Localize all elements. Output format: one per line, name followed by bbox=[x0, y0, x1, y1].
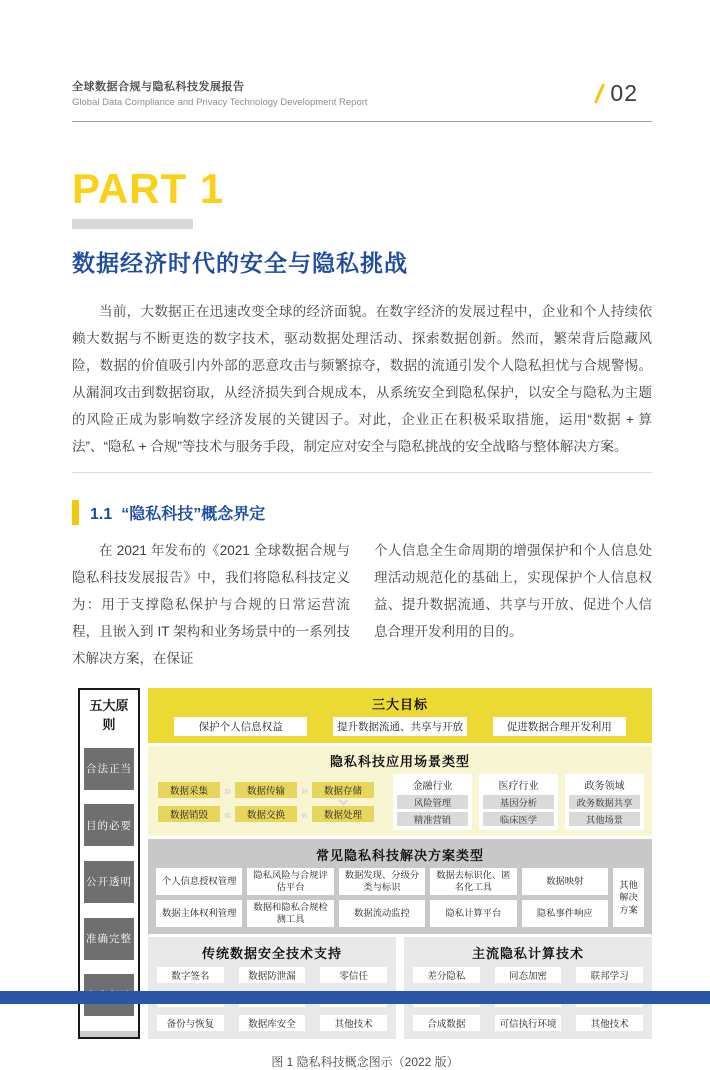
tech-item: 同态加密 bbox=[495, 967, 562, 983]
industry-item: 精准营销 bbox=[397, 812, 468, 826]
tech-item: 零信任 bbox=[320, 967, 387, 983]
scenarios-title: 隐私科技应用场景类型 bbox=[329, 754, 470, 769]
figure-caption: 图 1 隐私科技概念图示（2022 版） bbox=[271, 1055, 459, 1069]
report-title-zh: 全球数据合规与隐私科技发展报告 bbox=[72, 81, 245, 93]
intro-divider bbox=[72, 472, 652, 473]
industry-panel-finance bbox=[393, 774, 472, 830]
industry-panel-medical bbox=[479, 774, 558, 830]
flow-item: 数据传输 bbox=[235, 782, 297, 798]
chevron-right-icon: » bbox=[300, 782, 309, 798]
solution-item: 数据主体权利管理 bbox=[156, 900, 242, 927]
part-section bbox=[72, 165, 652, 473]
goals-title: 三大目标 bbox=[371, 697, 428, 712]
header-divider bbox=[72, 121, 652, 122]
solution-item: 隐私风险与合规评估平台 bbox=[247, 868, 333, 895]
section-1-1 bbox=[72, 500, 652, 672]
intro-paragraph: 当前，大数据正在迅速改变全球的经济面貌。在数字经济的发展过程中，企业和个人持续依赖大数据与不断更迭的数字技术，驱动数据处理活动、探索数据创新。然而，繁荣背后隐藏风险，数据的价值吸引内外部的恶意攻击与频繁掠夺，数据的流通引发个人隐私担忧与合规警惕。从漏洞攻击到数据窃取，从经济损失到合规成本，从系统安全到隐私保护，以安全与隐私为主题的风险正成为影响数字经济发展的关键因子。对此，企业正在积极采取措施，运用“数据 + 算法”、“隐私 + 合规”等技术与服务手段，制定应对安全与隐私挑战的安全战略与整体解决方案。 bbox=[72, 304, 652, 454]
solution-other: 其他解决方案 bbox=[613, 868, 644, 927]
tech-item: 联邦学习 bbox=[576, 967, 643, 983]
tech-item: 可信执行环境 bbox=[495, 1015, 562, 1031]
scenarios-band bbox=[148, 746, 652, 836]
page-header bbox=[72, 78, 652, 122]
industry-title: 政务领域 bbox=[584, 781, 625, 792]
flow-item: 数据处理 bbox=[312, 806, 374, 822]
goals-band bbox=[148, 688, 652, 743]
flow-item: 数据交换 bbox=[235, 806, 297, 822]
tech-item: 数据防泄漏 bbox=[239, 967, 306, 983]
yellow-slash-icon bbox=[594, 83, 605, 103]
industry-item: 临床医学 bbox=[483, 812, 554, 826]
traditional-title: 传统数据安全技术支持 bbox=[201, 946, 342, 961]
section-title-text: “隐私科技”概念界定 bbox=[121, 506, 266, 523]
part-title: 数据经济时代的安全与隐私挑战 bbox=[72, 250, 408, 276]
industry-item: 风险管理 bbox=[397, 795, 468, 809]
part-label: PART 1 bbox=[72, 165, 225, 212]
solution-item: 隐私计算平台 bbox=[430, 900, 516, 927]
goal-item: 促进数据合理开发利用 bbox=[493, 717, 626, 736]
principles-sidebar bbox=[78, 688, 140, 1039]
solution-item: 个人信息授权管理 bbox=[156, 868, 242, 895]
solution-item: 数据和隐私合规检测工具 bbox=[247, 900, 333, 927]
principle-item: 目的必要 bbox=[84, 804, 134, 846]
traditional-security-panel bbox=[148, 937, 396, 1039]
tech-item: 其他技术 bbox=[320, 1015, 387, 1031]
section-number: 1.1 bbox=[90, 506, 113, 523]
solutions-band bbox=[148, 839, 652, 934]
industry-title: 金融行业 bbox=[412, 781, 453, 792]
tech-item: 其他技术 bbox=[576, 1015, 643, 1031]
solution-item: 数据映射 bbox=[522, 868, 608, 895]
flow-item: 数据存储 bbox=[312, 782, 374, 798]
section-accent-bar bbox=[72, 500, 79, 525]
principle-item: 准确完整 bbox=[84, 918, 134, 960]
industry-item: 其他场景 bbox=[569, 812, 640, 826]
tech-item: 数字签名 bbox=[157, 967, 224, 983]
part-underline-bar bbox=[72, 219, 193, 229]
flow-item: 数据采集 bbox=[158, 782, 220, 798]
industry-item: 政务数据共享 bbox=[569, 795, 640, 809]
solutions-title: 常见隐私科技解决方案类型 bbox=[315, 848, 484, 863]
chevron-left-icon: « bbox=[223, 806, 232, 822]
data-lifecycle-flow bbox=[158, 782, 374, 822]
computing-title: 主流隐私计算技术 bbox=[471, 946, 584, 961]
solution-item: 数据去标识化、匿名化工具 bbox=[430, 868, 516, 895]
column-right-text: 个人信息全生命周期的增强保护和个人信息处理活动规范化的基础上，实现保护个人信息权益、提升数据流通、共享与开放、促进个人信息合理开发利用的目的。 bbox=[374, 543, 652, 639]
chevron-left-icon: « bbox=[300, 806, 309, 822]
privacy-computing-panel bbox=[404, 937, 652, 1039]
principles-title: 五大原则 bbox=[89, 698, 129, 732]
figure-1-diagram bbox=[78, 688, 652, 1070]
section-title bbox=[90, 501, 265, 524]
industry-panel-government bbox=[565, 774, 644, 830]
column-left-text: 在 2021 年发布的《2021 全球数据合规与隐私科技发展报告》中，我们将隐私科技定义为：用于支撑隐私保护与合规的日常运营流程，且嵌入到 IT 架构和业务场景中的一系列技术解决方案，在保证 bbox=[72, 543, 350, 666]
tech-item: 备份与恢复 bbox=[157, 1015, 224, 1031]
industry-item: 基因分析 bbox=[483, 795, 554, 809]
principles-footer-strip bbox=[80, 1031, 138, 1037]
solution-item: 隐私事件响应 bbox=[522, 900, 608, 927]
goal-item: 提升数据流通、共享与开放 bbox=[333, 717, 466, 736]
report-title-en: Global Data Compliance and Privacy Technology Development Report bbox=[72, 97, 368, 108]
tech-item: 合成数据 bbox=[413, 1015, 480, 1031]
principle-item: 公开透明 bbox=[84, 861, 134, 903]
solution-item: 数据流动监控 bbox=[339, 900, 425, 927]
industry-title: 医疗行业 bbox=[498, 781, 539, 792]
solution-item: 数据发现、分级分类与标识 bbox=[339, 868, 425, 895]
chevron-right-icon: » bbox=[223, 782, 232, 798]
footer-blue-bar bbox=[0, 991, 710, 1004]
goal-item: 保护个人信息权益 bbox=[174, 717, 307, 736]
tech-item: 差分隐私 bbox=[413, 967, 480, 983]
flow-item: 数据销毁 bbox=[158, 806, 220, 822]
principle-item: 合法正当 bbox=[84, 748, 134, 790]
tech-item: 数据库安全 bbox=[239, 1015, 306, 1031]
page-number: 02 bbox=[610, 80, 638, 106]
